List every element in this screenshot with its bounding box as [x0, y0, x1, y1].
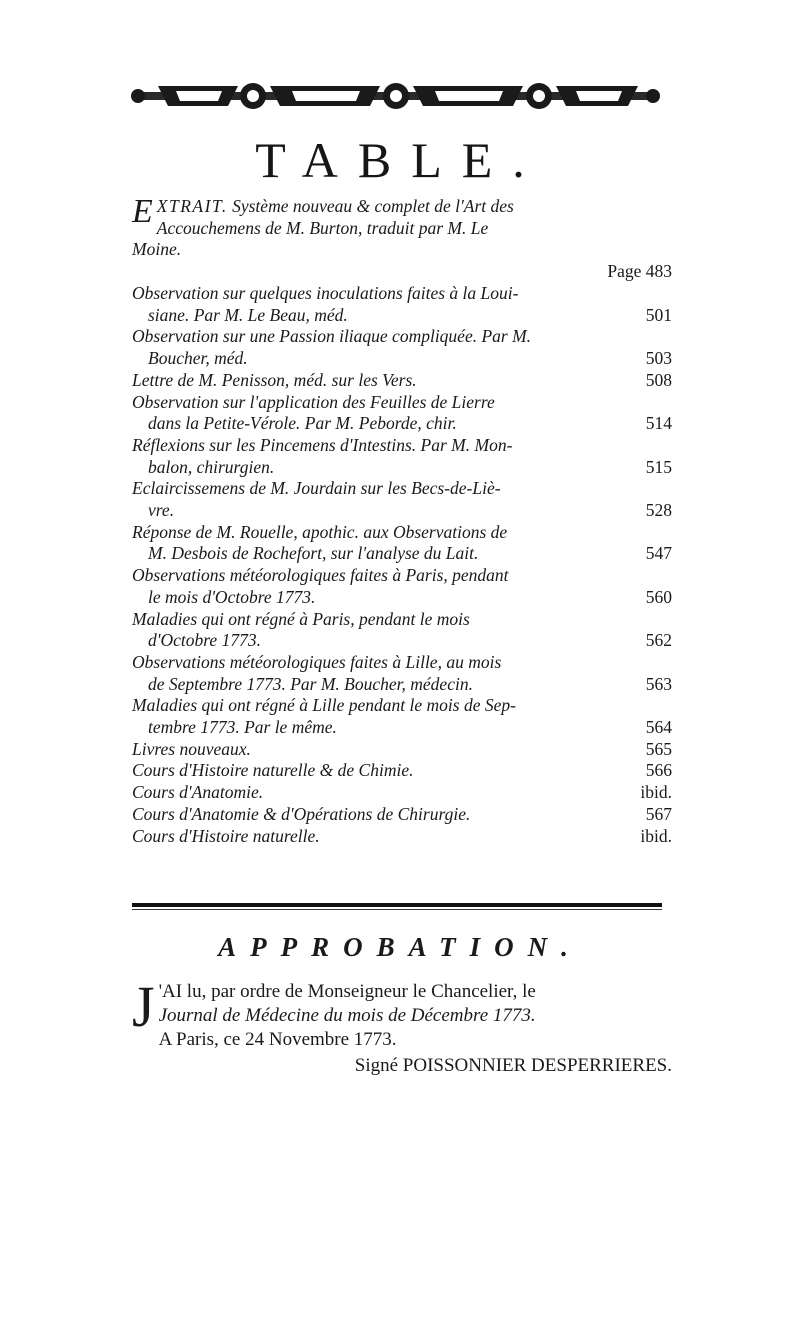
- entry-text: M. Desbois de Rochefort, sur l'analyse du Lait.: [148, 543, 479, 564]
- toc-entry: [132, 392, 672, 435]
- entry-text: Réflexions sur les Pincemens d'Intestins. Par M. Mon-: [132, 434, 513, 455]
- entry-text: Boucher, méd.: [148, 348, 248, 369]
- entry-text: le mois d'Octobre 1773.: [148, 586, 316, 607]
- approbation-line: A Paris, ce 24 Novembre 1773.: [158, 1029, 397, 1050]
- approbation-title: APPROBATION.: [218, 932, 582, 962]
- toc-entry: [132, 478, 672, 521]
- page-number: 528: [645, 500, 672, 521]
- toc-entry: [132, 435, 672, 478]
- page-number: ibid.: [640, 825, 672, 846]
- page-number: 560: [645, 586, 672, 607]
- toc-entry: [132, 326, 672, 369]
- page-number: 562: [645, 630, 672, 651]
- entry-text: balon, chirurgien.: [148, 456, 275, 477]
- toc-entry: [132, 782, 672, 804]
- entry-text: Accouchemens de M. Burton, traduit par M. Le: [156, 217, 489, 238]
- page-number: 503: [645, 348, 672, 369]
- dropcap-j: J: [132, 974, 155, 1039]
- toc-entry: [132, 609, 672, 652]
- entry-text: d'Octobre 1773.: [148, 630, 261, 651]
- toc-entry: [132, 283, 672, 326]
- entry-text: siane. Par M. Le Beau, méd.: [148, 304, 348, 325]
- entry-text: Réponse de M. Rouelle, apothic. aux Observations de: [132, 521, 508, 542]
- page-number: 567: [645, 803, 672, 824]
- toc-entry: [132, 522, 672, 565]
- entry-text: Moine.: [132, 239, 182, 260]
- entry-text: dans la Petite-Vérole. Par M. Peborde, chir.: [148, 413, 457, 434]
- entry-text: Observation sur quelques inoculations faites à la Loui-: [132, 283, 519, 303]
- entry-text: Observation sur l'application des Feuilles de Lierre: [132, 391, 495, 412]
- page-number: 563: [645, 673, 672, 694]
- toc-entry: [132, 652, 672, 695]
- toc-entry: [132, 695, 672, 738]
- entry-text: Observations météorologiques faites à Lille, au mois: [132, 651, 502, 672]
- toc-entry: [132, 739, 672, 761]
- page-number: Page 483: [607, 261, 672, 282]
- entry-text: Maladies qui ont régné à Paris, pendant le mois: [132, 608, 470, 629]
- entry-text: Observation sur une Passion iliaque compliquée. Par M.: [132, 326, 532, 347]
- entry-text: Système nouveau & complet de l'Art des: [227, 196, 514, 216]
- page-number: ibid.: [640, 782, 672, 803]
- toc-entry: [132, 826, 672, 848]
- page-number: 501: [645, 304, 672, 325]
- toc-entry: [132, 565, 672, 608]
- dropcap-e: E: [132, 193, 153, 230]
- entry-text: Cours d'Histoire naturelle & de Chimie.: [132, 760, 414, 781]
- entry-text: Observations météorologiques faites à Paris, pendant: [132, 565, 509, 586]
- toc-entry: [132, 760, 672, 782]
- entry-text: vre.: [148, 500, 175, 521]
- entry-text: Cours d'Anatomie & d'Opérations de Chirurgie.: [132, 803, 471, 824]
- section-divider-thin: [132, 909, 662, 910]
- table-of-contents: [132, 193, 672, 847]
- page-number: 547: [645, 543, 672, 564]
- page-number: 564: [645, 717, 672, 738]
- entry-text: tembre 1773. Par le même.: [148, 717, 337, 738]
- signature: Signé POISSONNIER DESPERRIERES.: [354, 1055, 672, 1076]
- entry-lead: XTRAIT.: [156, 196, 228, 216]
- page-number: 508: [645, 369, 672, 390]
- page-number: 514: [645, 413, 672, 434]
- entry-text: Livres nouveaux.: [132, 738, 251, 759]
- toc-entry: [132, 370, 672, 392]
- approbation-line: 'AI lu, par ordre de Monseigneur le Chancelier, le: [158, 981, 536, 1002]
- approbation-line: Journal de Médecine du mois de Décembre 1773.: [158, 1005, 536, 1026]
- entry-text: de Septembre 1773. Par M. Boucher, médecin.: [148, 673, 473, 694]
- toc-entry: [132, 193, 672, 283]
- page-title: TABLE.: [255, 132, 545, 188]
- entry-text: Maladies qui ont régné à Lille pendant le mois de Sep-: [132, 695, 516, 716]
- entry-text: Cours d'Anatomie.: [132, 782, 264, 803]
- ornament-band: [128, 80, 663, 112]
- toc-entry: [132, 804, 672, 826]
- entry-text: Cours d'Histoire naturelle.: [132, 825, 320, 846]
- page-number: 515: [645, 456, 672, 477]
- page-number: 566: [645, 760, 672, 781]
- entry-text: Eclaircissemens de M. Jourdain sur les Becs-de-Liè-: [132, 478, 501, 499]
- entry-text: Lettre de M. Penisson, méd. sur les Vers.: [132, 369, 417, 390]
- approbation-text: [132, 974, 672, 1078]
- section-divider: [132, 903, 662, 907]
- page-number: 565: [645, 738, 672, 759]
